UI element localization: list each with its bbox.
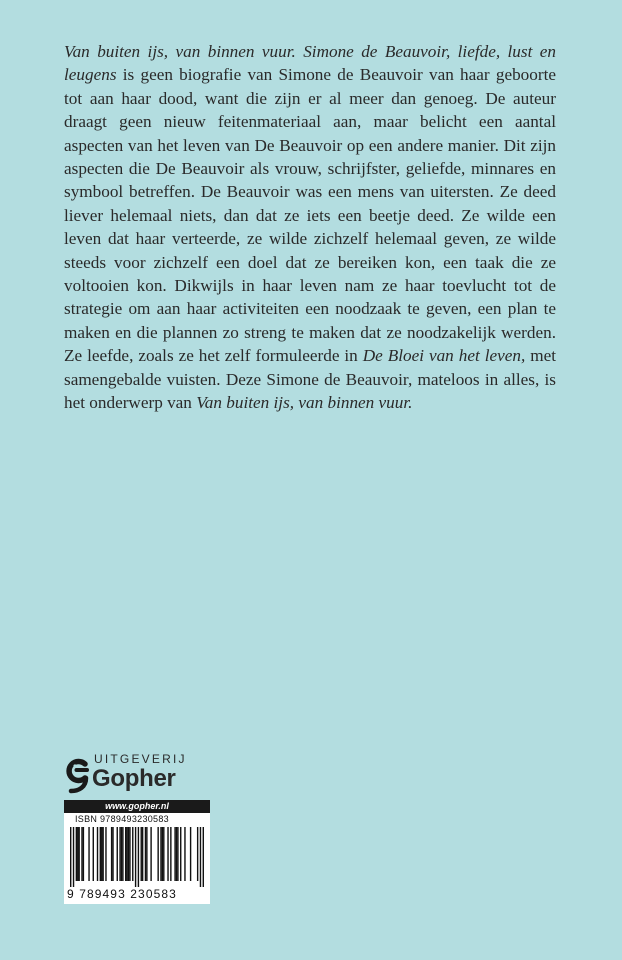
barcode-bar xyxy=(129,827,130,881)
barcode-bar xyxy=(122,827,123,881)
gopher-logo-icon xyxy=(64,755,92,795)
barcode-bar xyxy=(190,827,191,881)
barcode-bar xyxy=(176,827,177,881)
book-title-italic: Van buiten ijs, van binnen vuur. Simone de Beauvoir, liefde, lust en leugens xyxy=(64,42,556,85)
publisher-logo xyxy=(64,751,214,797)
barcode-bar xyxy=(76,827,77,881)
barcode-bar xyxy=(177,827,178,881)
barcode-bar xyxy=(146,827,147,881)
blurb-text-part-2: met samengebalde vuisten. Deze Simone de Beauvoir, mateloos in alles, is het onderwerp van xyxy=(64,346,556,413)
blurb-text-part-1: is geen biografie van Simone de Beauvoir van haar geboorte tot aan haar dood, want die zijn er al meer dan genoeg. De auteur draagt geen nieuw feitenmateriaal aan, maar belicht een aantal aspecten van het leven van De Beauvoir op een andere manier. Dit zijn aspecten die De Beauvoir als vrouw, schrijfster, geliefde, minnares en symbool betreffen. De Beauvoir was een mens van uitersten. Ze deed liever helemaal niets, dan dat ze iets een beetje deed. Ze wilde een leven dat haar verteerde, ze wilde zichzelf helemaal geven, ze wilde steeds voor zichzelf een doel dat ze bereiken kon, een taak die ze voltooien kon. Dikwijls in haar leven nam ze haar toevlucht tot de strategie om aan haar activiteiten een noodzaak te geven, een plan te maken en die plannen zo streng te maken dat ze noodzakelijk werden. Ze leefde, zoals ze het zelf formuleerde in xyxy=(64,65,556,366)
barcode-bars xyxy=(70,827,204,887)
isbn-digits: 9 789493 230583 xyxy=(67,887,177,901)
barcode-bar xyxy=(174,827,175,881)
barcode-bar xyxy=(83,827,84,881)
isbn-label: ISBN 9789493230583 xyxy=(75,814,169,824)
barcode-bar xyxy=(121,827,122,881)
barcode-bar xyxy=(138,827,139,887)
barcode-bar xyxy=(78,827,79,881)
barcode-bar xyxy=(184,827,185,881)
closing-book-title: Van buiten ijs, van binnen vuur. xyxy=(196,393,413,413)
isbn-barcode-block xyxy=(64,800,210,904)
barcode-bar xyxy=(111,827,112,881)
barcode-bar xyxy=(70,827,71,887)
barcode-bar xyxy=(180,827,181,881)
barcode-bar xyxy=(145,827,146,881)
publisher-url: www.gopher.nl xyxy=(64,800,210,813)
barcode-bar xyxy=(135,827,136,887)
barcode-bar xyxy=(197,827,198,881)
barcode-bar xyxy=(88,827,89,881)
barcode-bar xyxy=(128,827,129,881)
barcode-bar xyxy=(203,827,204,887)
barcode-bar xyxy=(77,827,78,881)
barcode-bar xyxy=(112,827,113,881)
barcode-bar xyxy=(150,827,151,881)
barcode-bar xyxy=(105,827,106,881)
barcode-bar xyxy=(132,827,133,881)
barcode-bar xyxy=(200,827,201,887)
barcode-bar xyxy=(141,827,142,881)
referenced-book-title: De Bloei van het leven, xyxy=(362,346,526,366)
barcode-bar xyxy=(73,827,74,887)
barcode-bar xyxy=(160,827,161,881)
barcode-bar xyxy=(102,827,103,881)
barcode-bar xyxy=(163,827,164,881)
barcode-bar xyxy=(142,827,143,881)
barcode-bar xyxy=(93,827,94,881)
barcode-bar xyxy=(162,827,163,881)
barcode-bar xyxy=(126,827,127,881)
barcode-bar xyxy=(100,827,101,881)
barcode-bar xyxy=(97,827,98,881)
barcode-bar xyxy=(125,827,126,881)
barcode-bar xyxy=(119,827,120,881)
back-cover-blurb xyxy=(64,40,556,415)
barcode-bar xyxy=(101,827,102,881)
barcode-bar xyxy=(81,827,82,881)
publisher-label-small: UITGEVERIJ xyxy=(94,752,187,766)
barcode-bar xyxy=(117,827,118,881)
barcode-bar xyxy=(167,827,168,881)
barcode-bar xyxy=(157,827,158,881)
publisher-name: Gopher xyxy=(92,765,176,792)
barcode-bar xyxy=(170,827,171,881)
